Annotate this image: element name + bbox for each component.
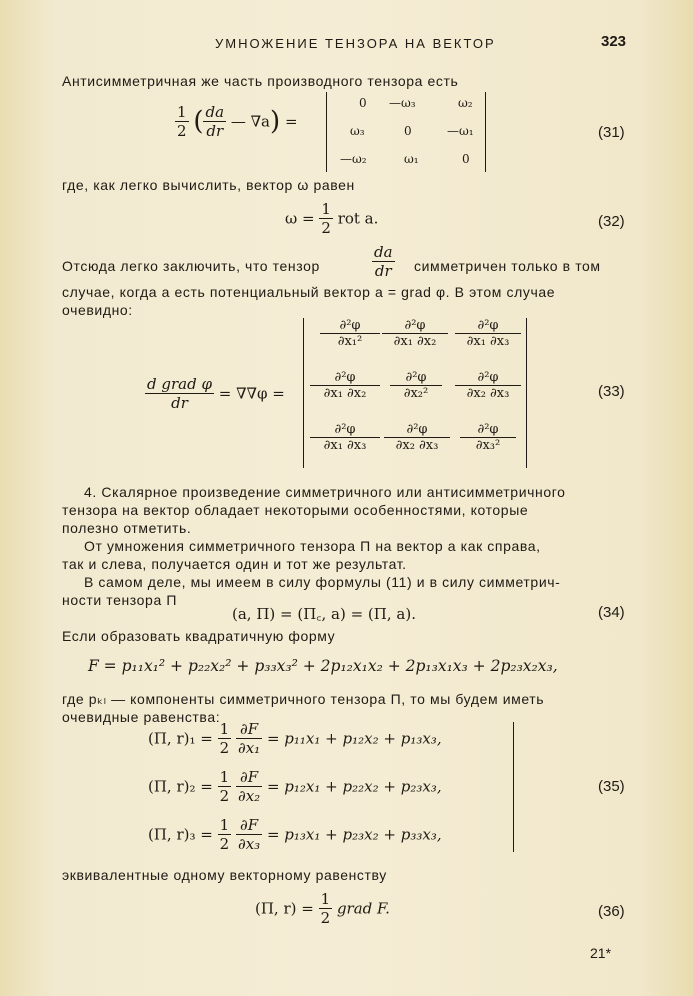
hessian-cell: ∂²φ ∂x₁ ∂x₂ xyxy=(310,370,380,401)
matrix-cell: —ω₁ xyxy=(447,124,474,138)
equation-33-lhs: $\frac{\text{d grad φ}}{dr}$ = ∇∇φ = xyxy=(147,375,285,412)
matrix-cell: 0 xyxy=(359,96,367,110)
equation-number: (33) xyxy=(598,383,625,400)
hessian-cell: ∂²φ ∂x₁ ∂x₃ xyxy=(310,422,380,453)
paragraph-text: так и слева, получается один и тот же результат. xyxy=(62,556,407,572)
paragraph-text: случае, когда a есть потенциальный вектор a = grad φ. В этом случае xyxy=(62,284,556,300)
equation-36: (П, r) = $\frac{1}{2}$ grad F. xyxy=(255,890,390,927)
paragraph-text: очевидные равенства: xyxy=(62,709,221,725)
quadratic-form: F = p₁₁x₁² + p₂₂x₂² + p₃₃x₃² + 2p₁₂x₁x₂ + 2p₁₃x₁x₃ + 2p₂₃x₂x₃, xyxy=(88,657,558,675)
matrix-cell: 0 xyxy=(404,124,412,138)
paragraph-text: тензора на вектор обладает некоторыми особенностями, которые xyxy=(62,502,529,518)
matrix-bracket-left xyxy=(303,318,304,468)
paragraph-text: Если образовать квадратичную форму xyxy=(62,628,336,644)
matrix-bracket-right xyxy=(526,318,527,468)
hessian-cell: ∂²φ ∂x₂² xyxy=(390,370,442,401)
system-bracket xyxy=(513,722,514,852)
paragraph-text: эквивалентные одному векторному равенству xyxy=(62,867,387,883)
equation-number: (31) xyxy=(598,124,625,141)
matrix-bracket-left xyxy=(326,92,327,172)
paragraph-text: Антисимметричная же часть производного тензора есть xyxy=(62,73,459,89)
paragraph-text: ности тензора П xyxy=(62,592,177,608)
hessian-cell: ∂²φ ∂x₂ ∂x₃ xyxy=(455,370,521,401)
equation-34: (a, П) = (П꜀, a) = (П, a). xyxy=(232,605,416,623)
matrix-cell: 0 xyxy=(462,152,470,166)
hessian-cell: ∂²φ ∂x₁ ∂x₂ xyxy=(382,318,448,349)
paragraph-text: где pₖₗ — компоненты симметричного тензора П, то мы будем иметь xyxy=(62,691,545,707)
page-number: 323 xyxy=(601,33,627,50)
paragraph-text: Отсюда легко заключить, что тензор xyxy=(62,258,320,274)
paragraph-text: полезно отметить. xyxy=(62,520,192,536)
equation-number: (35) xyxy=(598,778,625,795)
signature-mark: 21* xyxy=(590,945,612,961)
equation-number: (36) xyxy=(598,903,625,920)
paragraph-text: От умножения симметричного тензора П на вектор a как справа, xyxy=(84,538,541,554)
paragraph-text: В самом деле, мы имеем в силу формулы (11) и в силу симметрич- xyxy=(84,574,561,590)
paragraph-text: 4. Скалярное произведение симметричного или антисимметричного xyxy=(84,484,566,500)
equation-32: ω = $\frac{1}{2}$ rot a. xyxy=(285,200,379,237)
matrix-bracket-right xyxy=(485,92,486,172)
hessian-cell: ∂²φ ∂x₃² xyxy=(460,422,516,453)
equation-31-lhs: $\frac{1}{2}$ ( $\frac{da}{dr}$ — ∇a) = xyxy=(177,103,298,140)
inline-fraction-da-dr: $\frac{da}{dr}$ xyxy=(374,243,393,280)
matrix-cell: ω₂ xyxy=(458,96,473,110)
equation-number: (32) xyxy=(598,213,625,230)
paragraph-text: очевидно: xyxy=(62,302,133,318)
paragraph-text: где, как легко вычислить, вектор ω равен xyxy=(62,177,355,193)
matrix-cell: —ω₂ xyxy=(340,152,367,166)
equation-35-row: (П, r)₁ = $\frac{1}{2}$ $\frac{\partial F}{\text{∂x₁}}$ = p₁₁x₁ + p₁₂x₂ + p₁₃x₃, xyxy=(148,720,442,757)
running-title: УМНОЖЕНИЕ ТЕНЗОРА НА ВЕКТОР xyxy=(215,36,496,51)
equation-35-row: (П, r)₂ = $\frac{1}{2}$ $\frac{\partial F}{\text{∂x₂}}$ = p₁₂x₁ + p₂₂x₂ + p₂₃x₃, xyxy=(148,768,442,805)
hessian-cell: ∂²φ ∂x₁² xyxy=(320,318,380,349)
matrix-cell: —ω₃ xyxy=(389,96,416,110)
hessian-cell: ∂²φ ∂x₁ ∂x₃ xyxy=(455,318,521,349)
paragraph-text: симметричен только в том xyxy=(414,258,601,274)
equation-35-row: (П, r)₃ = $\frac{1}{2}$ $\frac{\partial F}{\text{∂x₃}}$ = p₁₃x₁ + p₂₃x₂ + p₃₃x₃, xyxy=(148,816,442,853)
hessian-cell: ∂²φ ∂x₂ ∂x₃ xyxy=(384,422,450,453)
matrix-cell: ω₃ xyxy=(350,124,365,138)
equation-number: (34) xyxy=(598,604,625,621)
matrix-cell: ω₁ xyxy=(404,152,419,166)
